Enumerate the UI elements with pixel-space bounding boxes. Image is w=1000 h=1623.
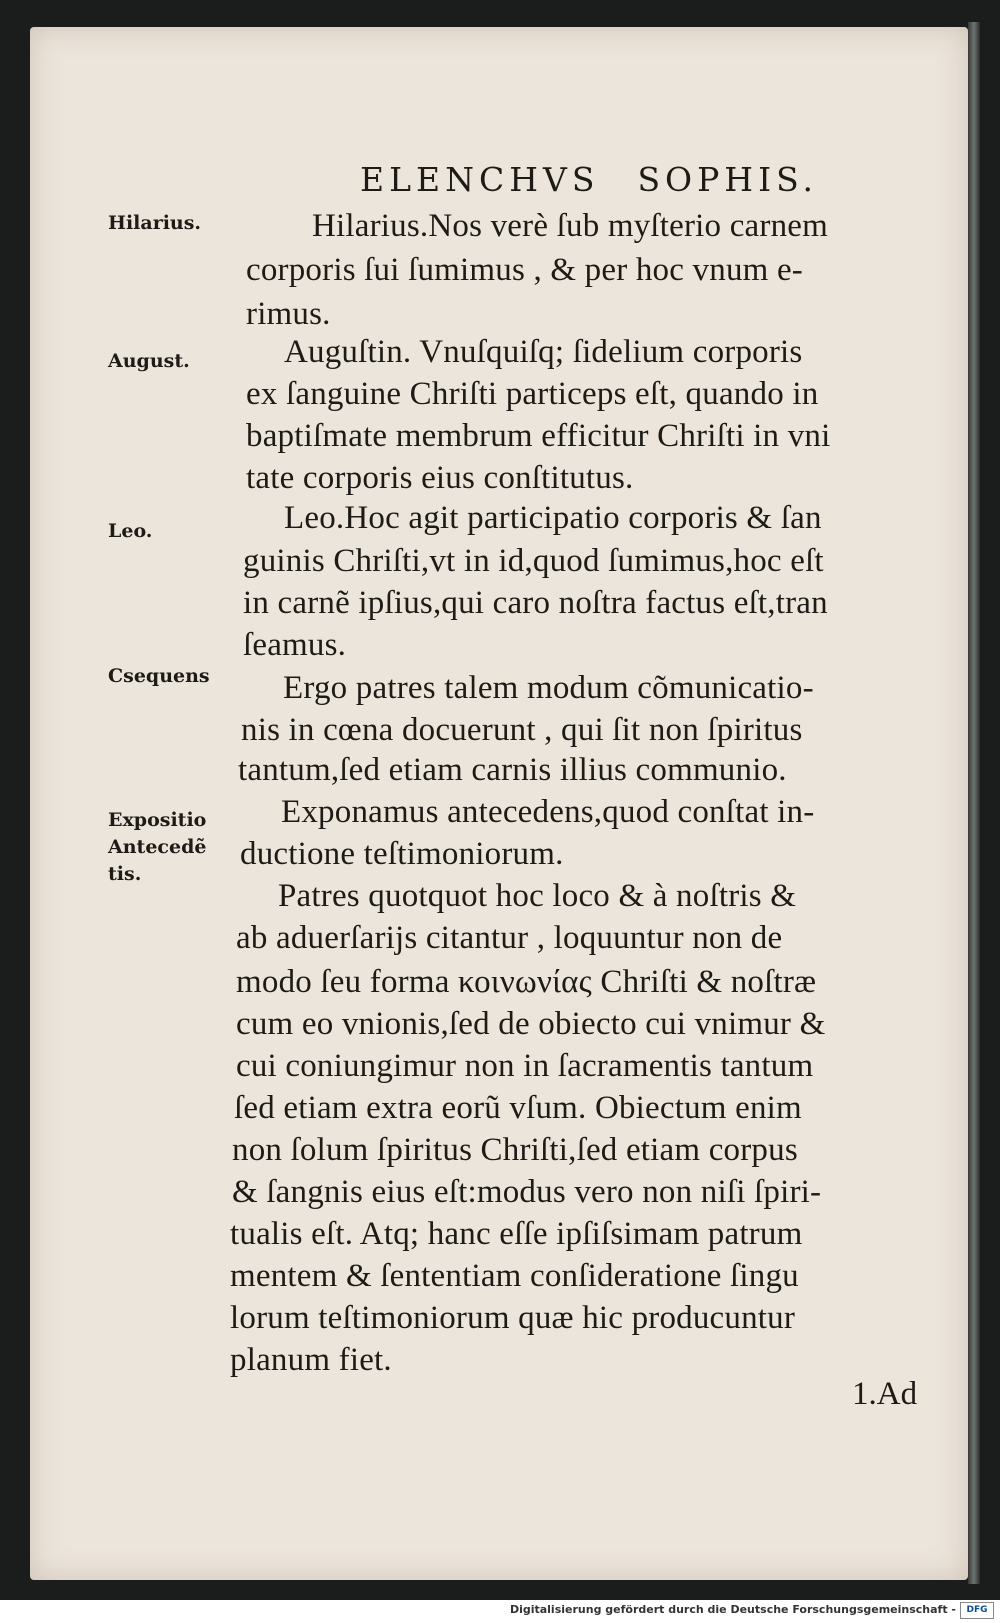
text-line: guinis Chriſti,vt in id,quod ſumimus,hoc eſt [243, 543, 824, 579]
text-line: Exponamus antecedens,quod conſtat in- [281, 794, 815, 830]
text-line: lorum teſtimoniorum quæ hic producuntur [230, 1300, 796, 1336]
page-fore-edge [968, 22, 980, 1584]
marginal-note: Hilarius. [108, 212, 202, 234]
text-line: in carnẽ ipſius,qui caro noſtra factus eſt,tran [243, 585, 828, 621]
text-line: mentem & ſententiam conſideratione ſingu [230, 1258, 799, 1294]
text-line: modo ſeu forma κοινωνίας Chriſti & noſtræ [236, 964, 817, 1000]
text-line: Hilarius.Nos verè ſub myſterio carnem [312, 208, 828, 244]
text-line: ex ſanguine Chriſti particeps eſt, quando in [246, 376, 819, 412]
text-line: tualis eſt. Atq; hanc eſſe ipſiſsimam patrum [230, 1216, 803, 1252]
dfg-logo [960, 1602, 994, 1619]
text-line: Auguſtin. Vnuſquiſq; ſidelium corporis [284, 334, 803, 370]
text-line: ab aduerſarijs citantur , loquuntur non de [236, 920, 783, 956]
digitization-credit: Digitalisierung gefördert durch die Deutsche Forschungsgemeinschaft - [509, 1603, 956, 1616]
marginal-note: Leo. [108, 520, 153, 542]
text-line: & ſangnis eius eſt:modus vero non niſi ſpiri- [232, 1174, 822, 1210]
text-line: tate corporis eius conſtitutus. [246, 460, 634, 496]
text-line: ſeamus. [243, 627, 347, 663]
running-head-right: SOPHIS. [637, 160, 819, 199]
text-line: baptiſmate membrum efficitur Chriſti in vni [246, 418, 831, 454]
text-line: Leo.Hoc agit participatio corporis & ſan [284, 500, 822, 536]
marginal-note: August. [108, 350, 190, 372]
text-line: Ergo patres talem modum cõmunicatio- [283, 670, 814, 706]
text-line: corporis ſui ſumimus , & per hoc vnum e- [246, 252, 803, 288]
catchword: 1.Ad [852, 1376, 918, 1412]
text-line: ductione teſtimoniorum. [240, 836, 564, 872]
text-line: nis in cœna docuerunt , qui ſit non ſpiritus [241, 712, 803, 748]
text-line: tantum,ſed etiam carnis illius communio. [238, 752, 787, 788]
marginal-note: Expositio Antecedẽ tis. [108, 809, 207, 885]
running-head [360, 160, 818, 199]
text-line: rimus. [246, 296, 331, 332]
text-line: cui coniungimur non in ſacramentis tantum [236, 1048, 814, 1084]
marginal-note: Csequens [108, 665, 210, 687]
dfg-logo-text: DFG [966, 1605, 988, 1615]
text-line: non ſolum ſpiritus Chriſti,ſed etiam corpus [232, 1132, 798, 1168]
text-line: planum fiet. [230, 1342, 392, 1378]
text-line: cum eo vnionis,ſed de obiecto cui vnimur & [236, 1006, 826, 1042]
text-line: Patres quotquot hoc loco & à noſtris & [278, 878, 797, 914]
text-line: ſed etiam extra eorũ vſum. Obiectum enim [234, 1090, 802, 1126]
running-head-left: ELENCHVS [360, 160, 600, 199]
